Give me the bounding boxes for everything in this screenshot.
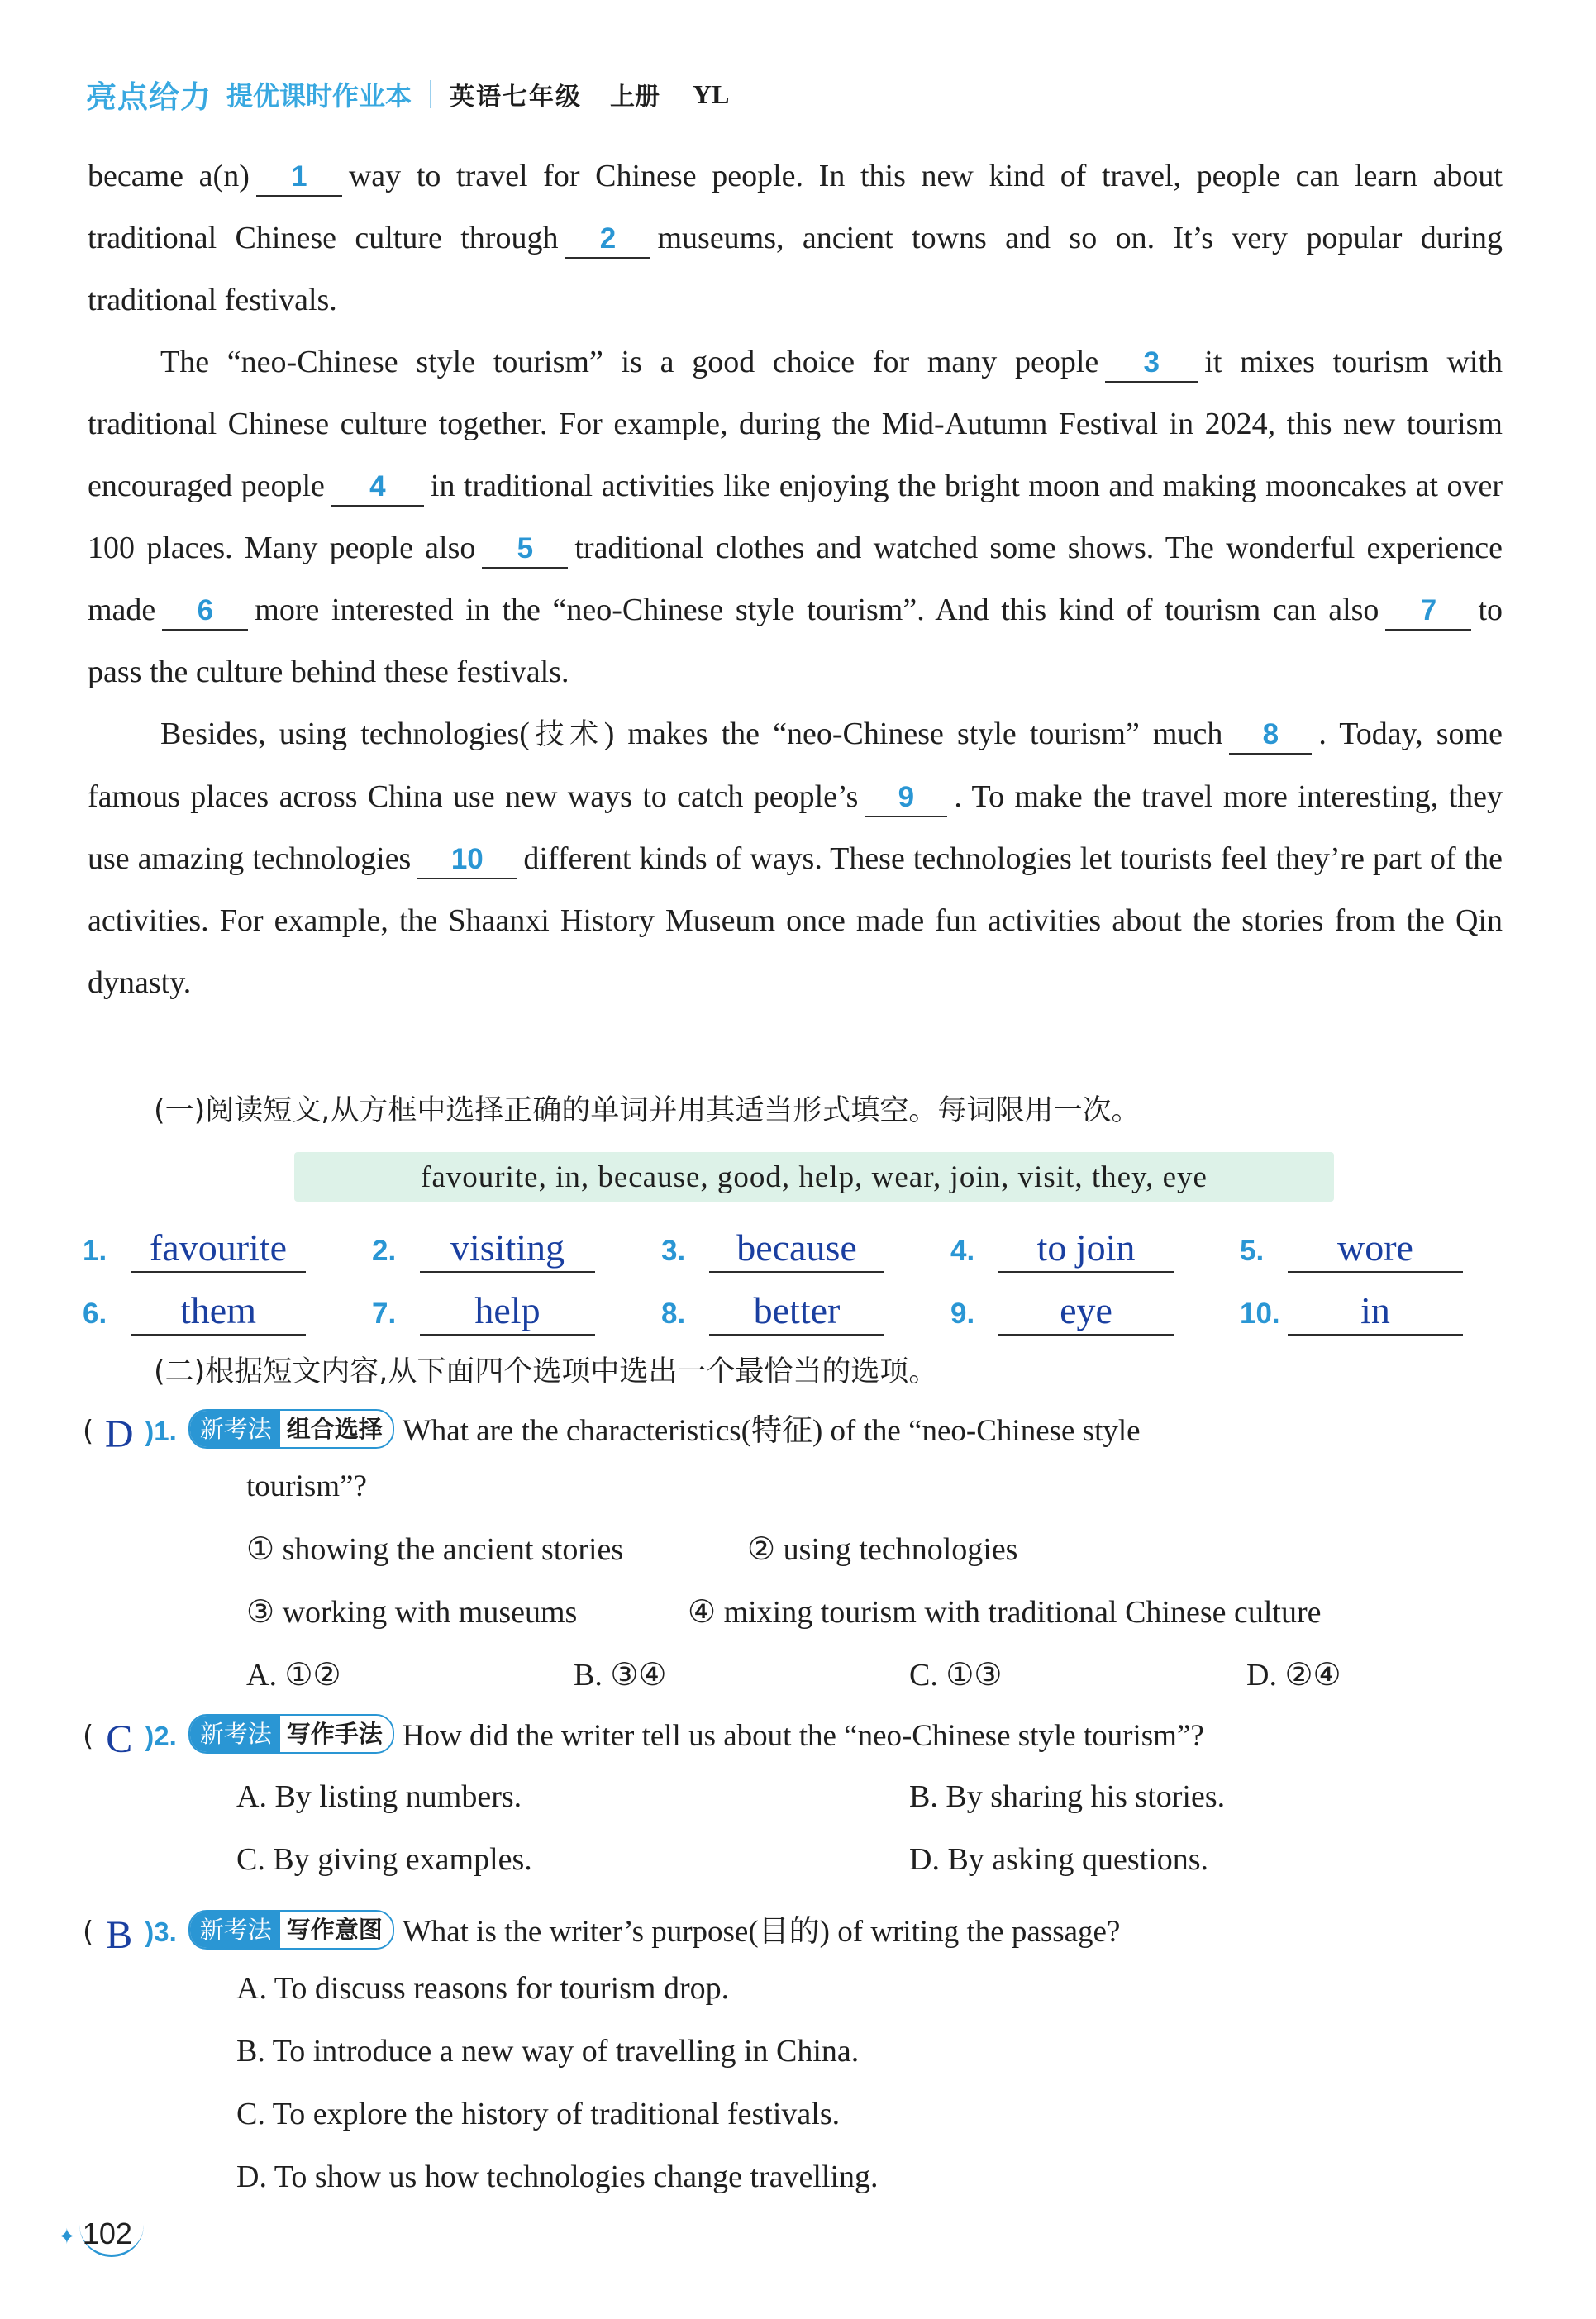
paragraph-3: Besides, using technologies(技术) makes the “neo-Chinese style tourism” much 8 . Today, some famous places across China use new ways to catch people’s 9 . To make the travel more interesting, they use amazing technologies 10 different kinds of ways. These technologies let tourists feel they’re part of the activities. For example, the Shaanxi History Museum once made fun activities about the stories from the Qin dynasty.	[88, 717, 1503, 1000]
question-stem: What is the writer’s purpose(目的) of writing the passage?	[402, 1915, 1121, 1949]
brand-logo: 亮点给力	[86, 79, 212, 115]
answer-field[interactable]: eye	[998, 1288, 1174, 1336]
question-stem: What are the characteristics(特征) of the “neo-Chinese style	[402, 1414, 1141, 1448]
answer-item: 7. help	[372, 1273, 595, 1336]
new-exam-tag: 新考法 组合选择	[188, 1409, 394, 1449]
answer-item: 4. to join	[950, 1210, 1174, 1273]
question-answer[interactable]: B	[106, 1913, 133, 1957]
answer-item: 2. visiting	[372, 1210, 595, 1273]
option-d[interactable]: D. To show us how technologies change travelling.	[236, 2159, 879, 2194]
option-a[interactable]: A. To discuss reasons for tourism drop.	[236, 1971, 730, 2006]
question-stem-cont: tourism”?	[246, 1469, 367, 1503]
option-a[interactable]: A. By listing numbers.	[236, 1779, 522, 1814]
question-3: ( B )3. 新考法 写作意图 What is the writer’s purpose(目的) of writing the passage?	[83, 1906, 1120, 1958]
word-box: favourite, in, because, good, help, wear, join, visit, they, eye	[294, 1152, 1334, 1202]
question-answer[interactable]: C	[106, 1717, 133, 1761]
answer-field[interactable]: to join	[998, 1225, 1174, 1273]
answer-item: 10. in	[1240, 1273, 1463, 1336]
paragraph-1: became a(n) 1 way to travel for Chinese people. In this new kind of travel, people can learn about traditional Chinese culture through 2 museums, ancient towns and so on. It’s very popular during traditional festivals.	[88, 159, 1503, 317]
answer-row	[83, 1273, 1504, 1336]
option-c[interactable]: C. ①③	[909, 1658, 1003, 1693]
answer-field[interactable]: because	[709, 1225, 884, 1273]
answer-field[interactable]: visiting	[420, 1225, 595, 1273]
question-stem: How did the writer tell us about the “neo-Chinese style tourism”?	[402, 1719, 1204, 1753]
option-b[interactable]: B. By sharing his stories.	[909, 1779, 1226, 1814]
answer-field[interactable]: them	[131, 1288, 306, 1336]
option-a[interactable]: A. ①②	[246, 1658, 341, 1693]
answer-item: 5. wore	[1240, 1210, 1463, 1273]
answer-field[interactable]: favourite	[131, 1225, 306, 1273]
volume-label: 上册	[610, 83, 660, 112]
answer-field[interactable]: help	[420, 1288, 595, 1336]
new-exam-tag: 新考法 写作意图	[188, 1910, 394, 1950]
answer-item: 8. better	[661, 1273, 884, 1336]
book-subtitle: 提优课时作业本	[226, 80, 412, 112]
page-number: ✦ 102	[58, 2217, 144, 2257]
blank-number: 3	[1143, 346, 1160, 379]
question-2: ( C )2. 新考法 写作手法 How did the writer tell us about the “neo-Chinese style tourism”?	[83, 1714, 1204, 1762]
course-title: 英语七年级	[450, 83, 583, 112]
answer-row	[83, 1210, 1504, 1273]
answer-grid	[83, 1210, 1504, 1336]
blank-number: 10	[450, 843, 484, 875]
edition-label: YL	[693, 79, 730, 109]
blank-number: 9	[898, 781, 915, 813]
option-c[interactable]: C. To explore the history of traditional festivals.	[236, 2097, 841, 2131]
item-2: ② using technologies	[747, 1532, 1018, 1567]
item-3: ③ working with museums	[246, 1595, 578, 1630]
paragraph-2: The “neo-Chinese style tourism” is a good choice for many people 3 it mixes tourism with traditional Chinese culture together. For example, during the Mid-Autumn Festival in 2024, this new tourism encouraged people 4 in traditional activities like enjoying the bright moon and making mooncakes at over 100 places. Many people also 5 traditional clothes and watched some shows. The wonderful experience made 6 more interested in the “neo-Chinese style tourism”. And this kind of tourism can also 7 to pass the culture behind these festivals.	[88, 345, 1503, 689]
option-b[interactable]: B. To introduce a new way of travelling in China.	[236, 2034, 860, 2069]
option-b[interactable]: B. ③④	[574, 1658, 667, 1693]
question-1: ( D )1. 新考法 组合选择 What are the characteristics(特征) of the “neo-Chinese style	[83, 1405, 1141, 1457]
item-4: ④ mixing tourism with traditional Chinese culture	[688, 1595, 1322, 1630]
answer-field[interactable]: better	[709, 1288, 884, 1336]
answer-item: 1. favourite	[83, 1210, 306, 1273]
answer-item: 6. them	[83, 1273, 306, 1336]
option-d[interactable]: D. By asking questions.	[909, 1842, 1209, 1877]
answer-field[interactable]: in	[1288, 1288, 1463, 1336]
option-d[interactable]: D. ②④	[1246, 1658, 1341, 1693]
sparkle-icon: ✦	[58, 2224, 76, 2250]
blank-number: 6	[197, 594, 214, 626]
answer-item: 3. because	[661, 1210, 884, 1273]
new-exam-tag: 新考法 写作手法	[188, 1714, 394, 1754]
section-2-instruction: (二)根据短文内容,从下面四个选项中选出一个最恰当的选项。	[154, 1355, 938, 1388]
header-divider	[430, 80, 431, 108]
item-1: ① showing the ancient stories	[246, 1532, 624, 1567]
blank-number: 1	[291, 160, 307, 193]
blank-number: 8	[1262, 718, 1279, 750]
question-answer[interactable]: D	[104, 1412, 134, 1456]
blank-number: 2	[599, 222, 617, 255]
option-c[interactable]: C. By giving examples.	[236, 1842, 532, 1877]
blank-number: 5	[517, 532, 534, 564]
page-header	[86, 69, 729, 119]
blank-number: 4	[369, 470, 386, 502]
section-1-instruction: (一)阅读短文,从方框中选择正确的单词并用其适当形式填空。每词限用一次。	[154, 1094, 1141, 1127]
blank-number: 7	[1420, 594, 1437, 626]
reading-passage	[88, 145, 1503, 1014]
answer-item: 9. eye	[950, 1273, 1174, 1336]
answer-field[interactable]: wore	[1288, 1225, 1463, 1273]
